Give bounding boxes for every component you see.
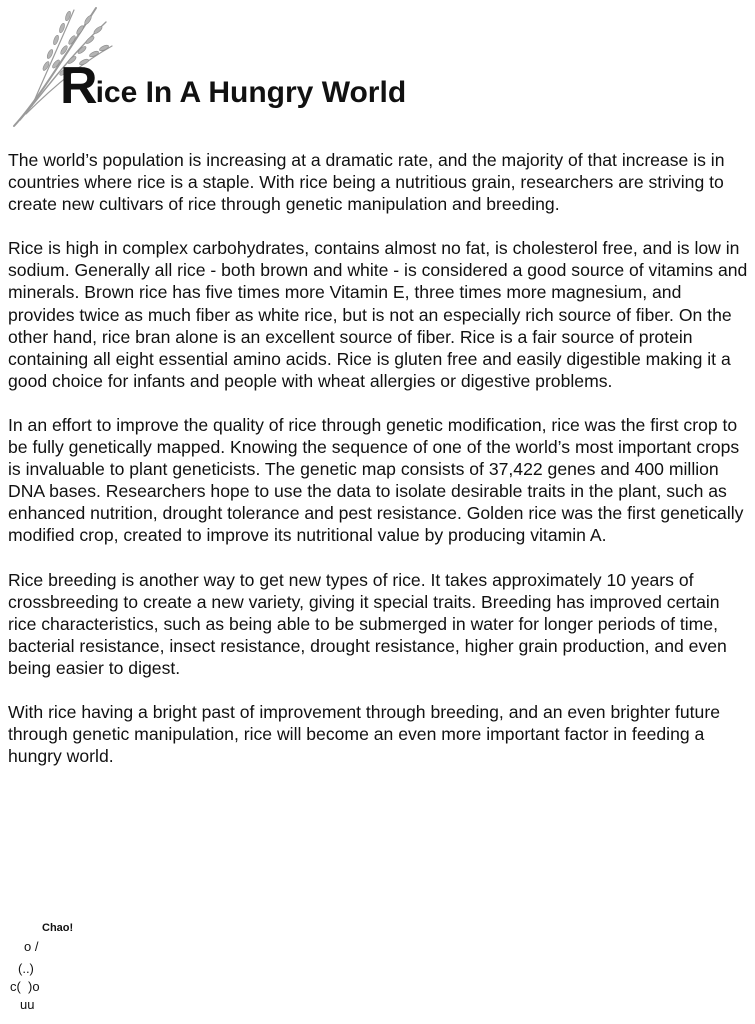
ascii-signoff bbox=[8, 920, 128, 1020]
ascii-line-2: (..) bbox=[18, 961, 34, 976]
page-title bbox=[60, 52, 407, 115]
paragraph: Rice breeding is another way to get new types of rice. It takes approximately 10 years of crossbreeding to create a new variety, giving it special traits. Breeding has improved certain rice characteristics, such as being able to be submerged in water for longer periods of time, bacterial resistance, insect resistance, drought resistance, higher grain production, and even being easier to digest. bbox=[8, 569, 727, 678]
title-text: ice In A Hungry World bbox=[95, 76, 407, 109]
paragraph: In an effort to improve the quality of rice through genetic modification, rice was the first crop to be fully genetically mapped. Knowing the sequence of one of the world’s most important crops is invaluable to plant geneticists. The genetic map consists of 37,422 genes and 400 million DNA bases. Researchers hope to use the data to isolate desirable traits in the plant, such as enhanced nutrition, drought tolerance and pest resistance. Golden rice was the first genetically modified crop, created to improve its nutritional value by producing vitamin A. bbox=[8, 414, 744, 546]
title-initial: R bbox=[60, 57, 96, 115]
ascii-line-1: o / bbox=[24, 939, 39, 954]
ascii-line-4: uu bbox=[20, 997, 35, 1012]
article-body bbox=[8, 149, 748, 789]
ascii-line-3: c( )o bbox=[10, 979, 40, 994]
paragraph: The world’s population is increasing at a dramatic rate, and the majority of that increase is in countries where rice is a staple. With rice being a nutritious grain, researchers are striving to create new cultivars of rice through genetic manipulation and breeding. bbox=[8, 150, 725, 215]
chao-text: Chao! bbox=[42, 922, 74, 934]
paragraph: Rice is high in complex carbohydrates, contains almost no fat, is cholesterol free, and is low in sodium. Generally all rice - both brown and white - is considered a good source of vitamins and minerals. Brown rice has five times more Vitamin E, three times more magnesium, and provides twice as much fiber as white rice, but is not an especially rich source of fiber. On the other hand, rice bran alone is an excellent source of fiber. Rice is a fair source of protein containing all eight essential amino acids. Rice is gluten free and easily digestible making it a good choice for infants and people with wheat allergies or digestive problems. bbox=[8, 238, 748, 391]
paragraph: With rice having a bright past of improvement through breeding, and an even brighter future through genetic manipulation, rice will become an even more important factor in feeding a hungry world. bbox=[8, 701, 720, 767]
